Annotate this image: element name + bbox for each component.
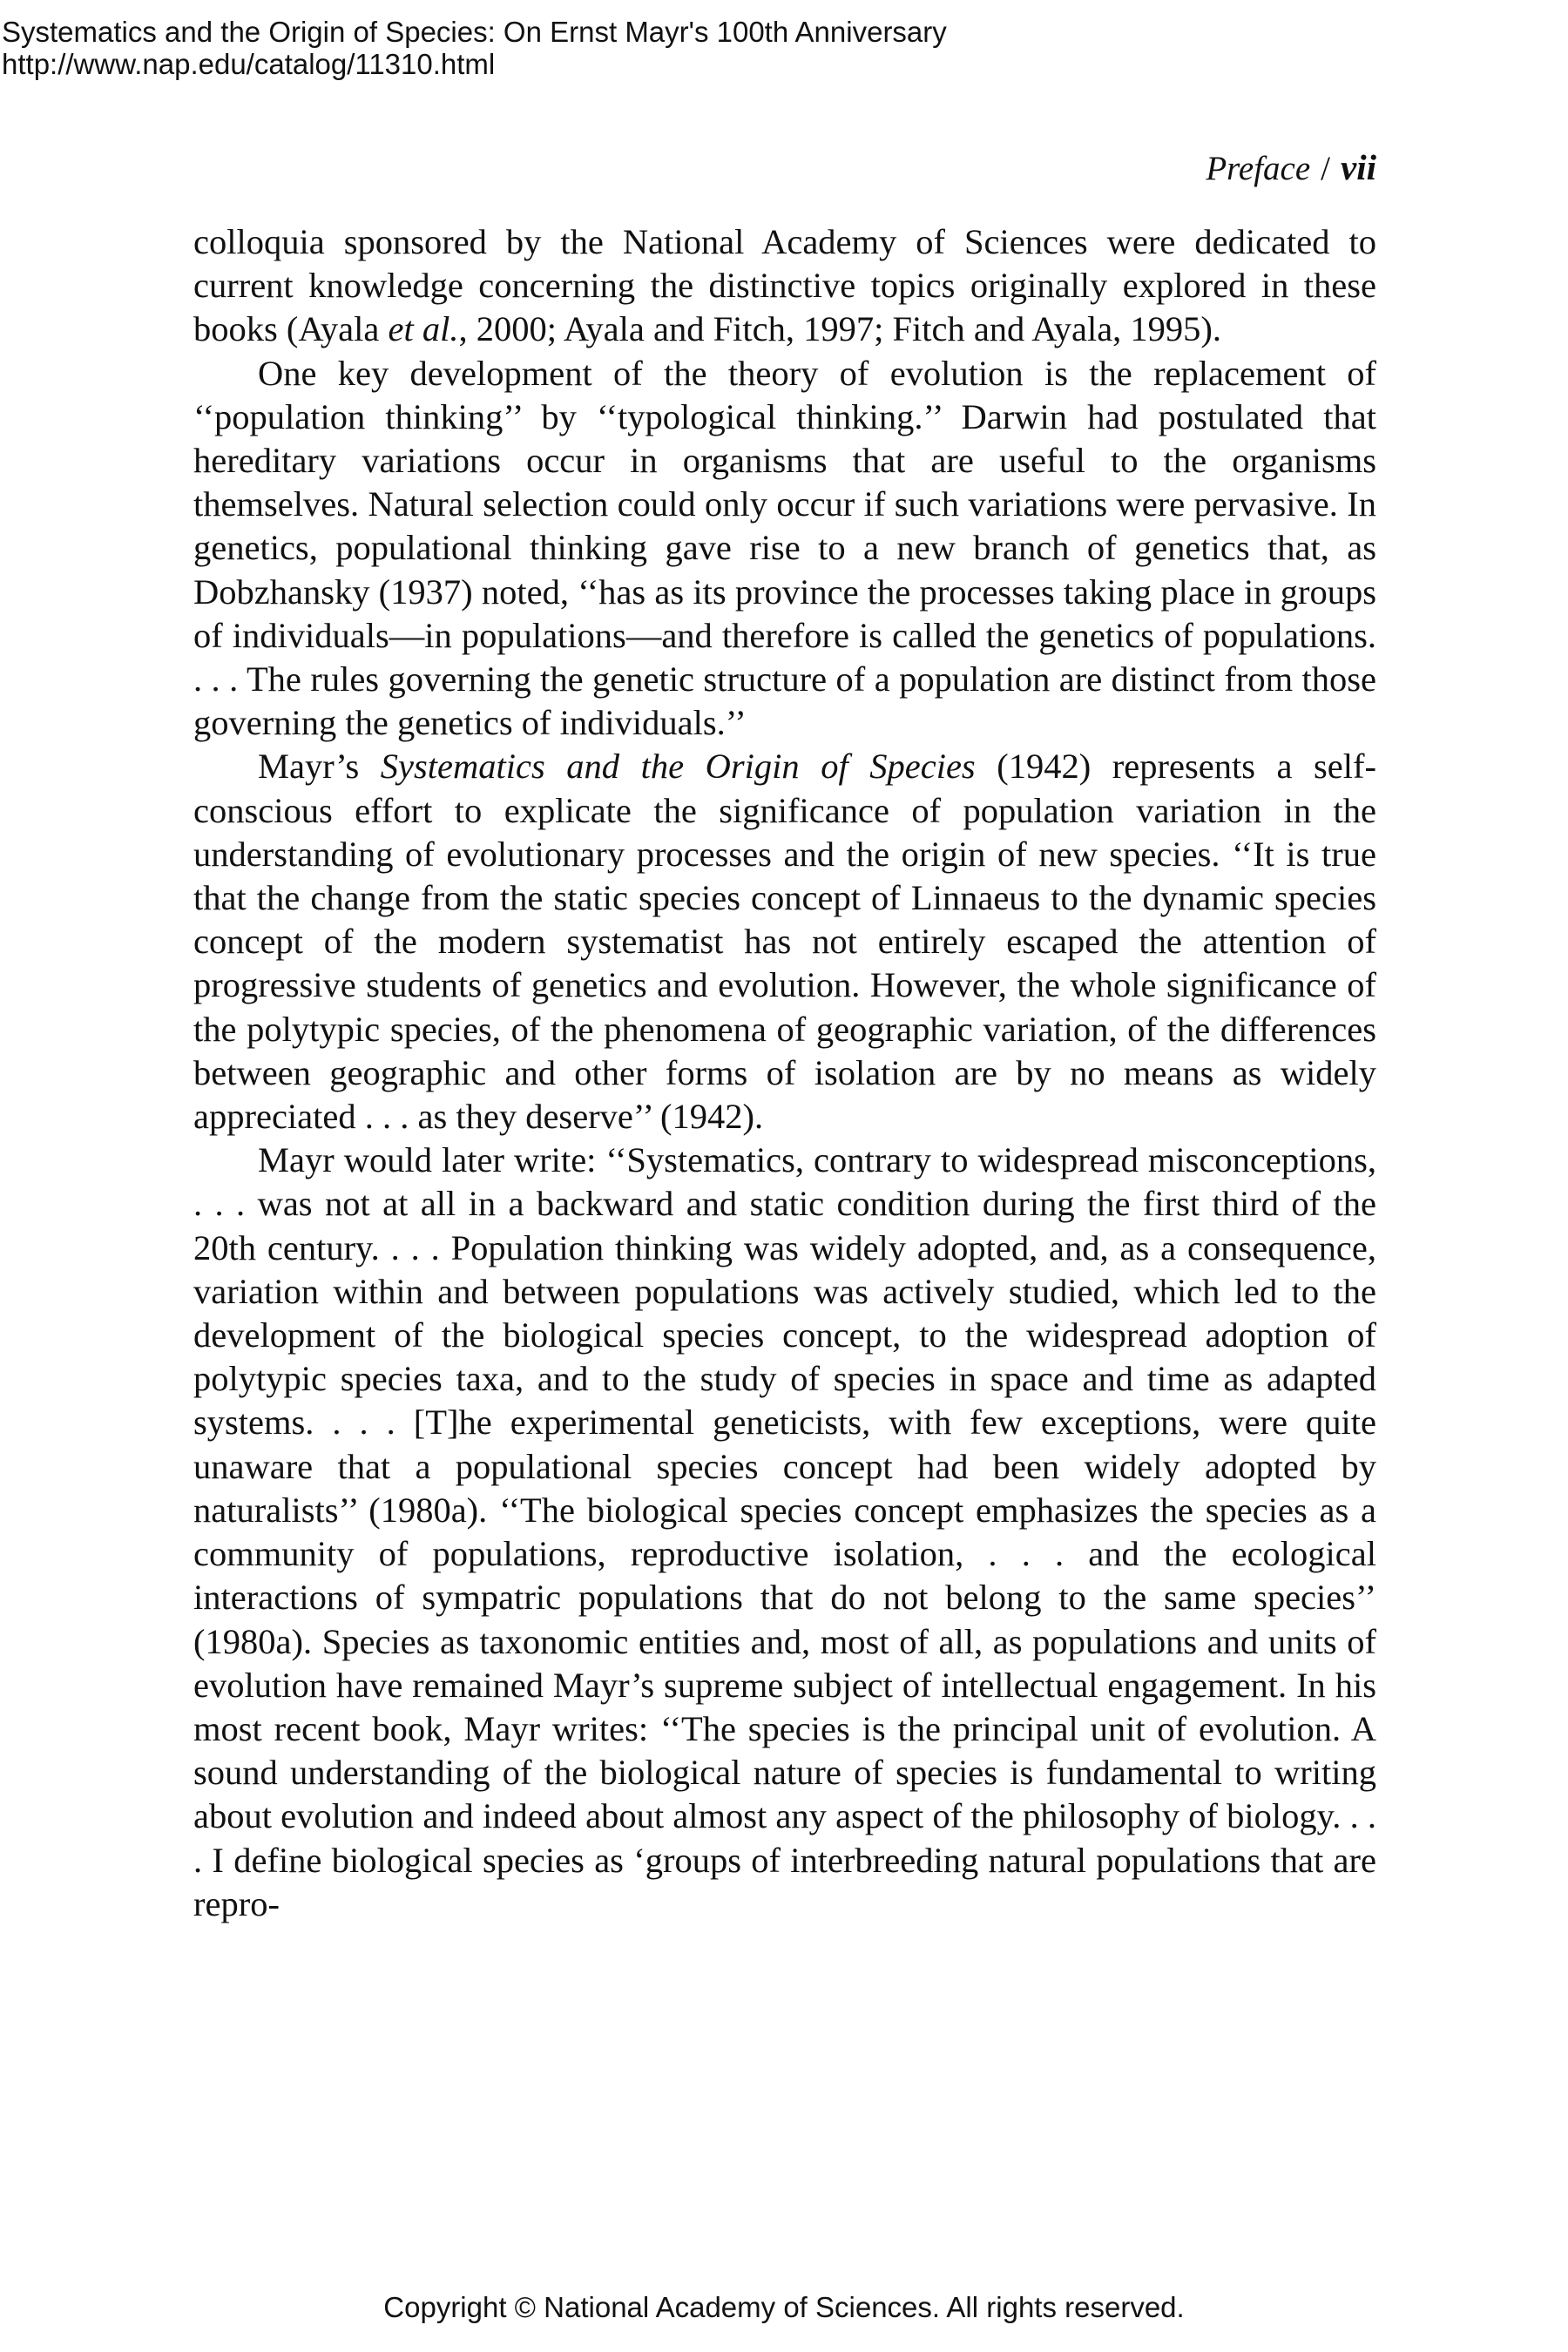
catalog-url[interactable]: http://www.nap.edu/catalog/11310.html — [2, 48, 496, 80]
paragraph-2 — [193, 352, 1376, 746]
paragraph-1 — [193, 220, 1376, 352]
paragraph-3 — [193, 745, 1376, 1139]
book-title-italic: Systematics and the Origin of Species — [380, 747, 976, 787]
paragraph-text: colloquia sponsored by the National Academy of Sciences were dedicated to current knowledge concerning the distinctive topics originally explored in these books (Ayala — [193, 222, 1376, 349]
section-name: Preface — [1206, 150, 1311, 187]
paragraph-4 — [193, 1139, 1376, 1926]
paragraph-text: (1942) represents a self-conscious effort to explicate the significance of population variation in the understanding of evolutionary processes and the origin of new species. ‘‘It is true that the change from the static species concept of Linnaeus to the dynamic species concept of the modern systematist has not entirely escaped the attention of progressive students of genetics and evolution. However, the whole significance of the polytypic species, of the phenomena of geographic variation, of the differences between geographic and other forms of isolation are by no means as widely appreciated . . . as they deserve’’ (1942). — [193, 747, 1376, 1137]
paragraph-text: Mayr would later write: ‘‘Systematics, contrary to widespread misconceptions, . . . was not at all in a backward and static condition during the first third of the 20th century. . . . Population thinking was widely adopted, and, as a consequence, variation within and between populations was actively studied, which led to the development of the biological species concept, to the widespread adoption of polytypic species taxa, and to the study of species in space and time as adapted systems. . . . [T]he experimental geneticists, with few exceptions, were quite unaware that a populational species concept had been widely adopted by naturalists’’ (1980a). ‘‘The biological species concept emphasizes the species as a community of populations, reproductive isolation, . . . and the ecological interactions of sympatric populations that do not belong to the same species’’ (1980a). Species as taxonomic entities and, most of all, as populations and units of evolution have remained Mayr’s supreme subject of intellectual engagement. In his most recent book, Mayr writes: ‘‘The species is the principal unit of evolution. A sound understanding of the biological nature of species is fundamental to writing about evolution and indeed about almost any aspect of the philosophy of biology. . . . I define biological species as ‘groups of interbreeding natural populations that are repro- — [193, 1140, 1376, 1923]
body-text — [193, 220, 1376, 1926]
paragraph-text: Mayr’s — [258, 747, 381, 787]
paragraph-text: One key development of the theory of evolution is the replacement of ‘‘population thinking’’ by ‘‘typological thinking.’’ Darwin had postulated that hereditary variations occur in organisms that are useful to the organisms themselves. Natural selection could only occur if such variations were pervasive. In genetics, populational thinking gave rise to a new branch of genetics that, as Dobzhansky (1937) noted, ‘‘has as its province the processes taking place in groups of individuals—in populations—and therefore is called the genetics of populations. . . . The rules governing the genetic structure of a population are distinct from those governing the genetics of individuals.’’ — [193, 353, 1376, 743]
document-header — [2, 16, 947, 80]
running-head-separator: / — [1321, 150, 1331, 187]
page-number: vii — [1341, 147, 1376, 187]
italic-text: et al. — [388, 309, 459, 349]
book-title: Systematics and the Origin of Species: On Ernst Mayr's 100th Anniversary — [2, 16, 947, 48]
paragraph-text: , 2000; Ayala and Fitch, 1997; Fitch and Ayala, 1995). — [458, 309, 1222, 349]
running-head — [1206, 146, 1376, 188]
copyright-footer: Copyright © National Academy of Sciences. All rights reserved. — [383, 2291, 1185, 2323]
